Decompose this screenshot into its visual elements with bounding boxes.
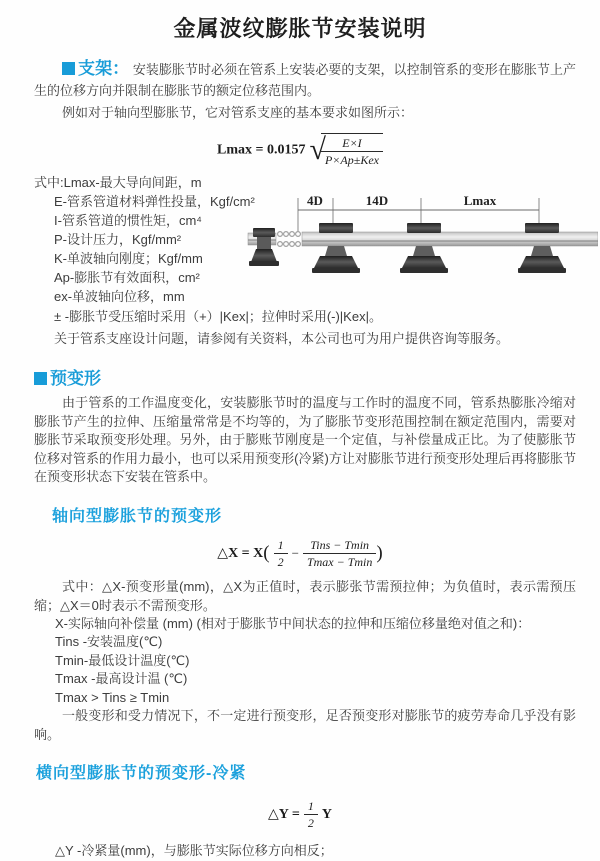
half-denominator: 2 <box>307 816 314 830</box>
legend-line: ± -膨胀节受压缩时采用（+）|Kex|；拉伸时采用(-)|Kex|。 <box>54 309 382 324</box>
blue-square-icon <box>62 62 75 75</box>
half-denominator: 2 <box>277 554 284 569</box>
axial-line: Tmax -最高设计温 (℃) <box>55 671 188 686</box>
axial-line: Tins -安装温度(℃) <box>55 634 163 649</box>
page-title: 金属波纹膨胀节安装说明 <box>173 16 427 41</box>
formula-lmax <box>0 133 600 167</box>
close-paren: ) <box>376 542 383 563</box>
legend-line: I-管系管道的惯性矩，cm⁴ <box>54 213 202 228</box>
dim-label-lmax: Lmax <box>463 193 497 208</box>
anchor-support <box>249 228 279 266</box>
guide-support <box>312 223 360 273</box>
legend-line: 式中:Lmax-最大导向间距，m <box>34 175 202 190</box>
half-numerator: 1 <box>274 538 288 554</box>
dim-label-14d: 14D <box>365 193 389 208</box>
formula-axial-lhs: △X = X <box>217 545 264 561</box>
pipe-support-diagram <box>246 192 598 300</box>
formula-lateral-half <box>304 799 318 830</box>
formula-lateral-rhs: Y <box>321 807 332 823</box>
sqrt-icon: √ <box>309 133 326 166</box>
preform-heading <box>34 364 576 389</box>
lateral-subheading: 横向型膨胀节的预变形-冷紧 <box>36 765 247 782</box>
blue-square-icon <box>34 372 47 385</box>
support-example-line: 例如对于轴向型膨胀节，它对管系支座的基本要求如图所示： <box>62 105 414 120</box>
preform-heading-label: 预变形 <box>50 369 101 388</box>
temp-denominator: Tmax − Tmin <box>306 554 373 569</box>
open-paren: ( <box>263 542 270 563</box>
formula-axial-half <box>274 538 288 569</box>
dim-label-4d: 4D <box>307 193 323 208</box>
legend-line: 关于管系支座设计问题，请参阅有关资料，本公司也可为用户提供咨询等服务。 <box>54 331 510 346</box>
guide-support <box>518 223 566 273</box>
preform-paragraph: 由于管系的工作温度变化，安装膨胀节时的温度与工作时的温度不同，管系热膨胀冷缩对膨胀节产生的拉伸、压缩量常常是不均等的，为了膨胀节变形范围控制在额定范围内，需要对膨胀节采取预变形处理。另外，由于膨账节刚度是一个定值，与补偿量成正比。为了使膨胀节位移对管系的作用力最小，也可以采用预变形(冷紧)方让对膨胀节进行预变形处理后再将膨胀节在预变形状态下安装在管系中。 <box>34 395 576 484</box>
support-heading-label: 支架： <box>78 59 130 78</box>
support-intro-text: 安装膨胀节时必须在管系上安装必要的支架，以控制管系的变形在膨胀节上产生的位移方向并限制在膨胀节的额定位移范围内。 <box>34 62 576 98</box>
lateral-desc: △Y -冷紧量(mm)，与膨胀节实际位移方向相反； <box>55 843 333 858</box>
legend-line: K-单波轴向刚度；Kgf/mm <box>54 251 203 266</box>
formula-lmax-lhs: Lmax = 0.0157 <box>217 142 306 158</box>
legend-line: E-管系管道材料弹性投量，Kgf/cm² <box>54 194 255 209</box>
formula-axial-fraction <box>303 538 376 569</box>
legend-line: P-设计压力，Kgf/mm² <box>54 232 182 247</box>
bellows-icon <box>278 232 301 247</box>
axial-line: Tmax > Tins ≥ Tmin <box>55 689 170 705</box>
legend-line: Ap-膨胀节有效面积，cm² <box>54 270 200 285</box>
axial-note: 一般变形和受力情况下，不一定进行预变形，足否预变形对膨胀节的疲劳寿命几乎没有影响。 <box>34 708 576 742</box>
formula-lateral <box>0 799 600 830</box>
axial-subheading: 轴向型膨胀节的预变形 <box>52 507 223 525</box>
guide-support <box>400 223 448 273</box>
support-paragraph <box>34 58 576 101</box>
support-heading <box>62 59 129 78</box>
legend-line: ex-单波轴向位移，mm <box>54 289 185 304</box>
formula-lateral-lhs: △Y = <box>268 807 300 823</box>
formula-lmax-numerator: E×I <box>321 136 383 152</box>
formula-axial <box>0 538 600 569</box>
axial-desc: 式中：△X-预变形量(mm)，△X为正值时，表示膨张节需预拉伸；为负值时，表示需预压缩；△X＝0时表示不需预变形。 <box>34 578 576 613</box>
axial-line: X-实际轴向补偿量 (mm) (相对于膨胀节中间状态的拉伸和压缩位移量绝对值之和)： <box>55 615 531 631</box>
axial-line: Tmin-最低设计温度(℃) <box>55 652 190 668</box>
formula-lmax-denominator: P×Ap±Kex <box>324 153 379 167</box>
axial-lines <box>55 615 576 708</box>
half-numerator: 1 <box>304 799 318 815</box>
formula-lmax-fraction <box>321 133 383 167</box>
minus-operator: − <box>291 545 299 560</box>
temp-numerator: Tins − Tmin <box>303 538 376 554</box>
